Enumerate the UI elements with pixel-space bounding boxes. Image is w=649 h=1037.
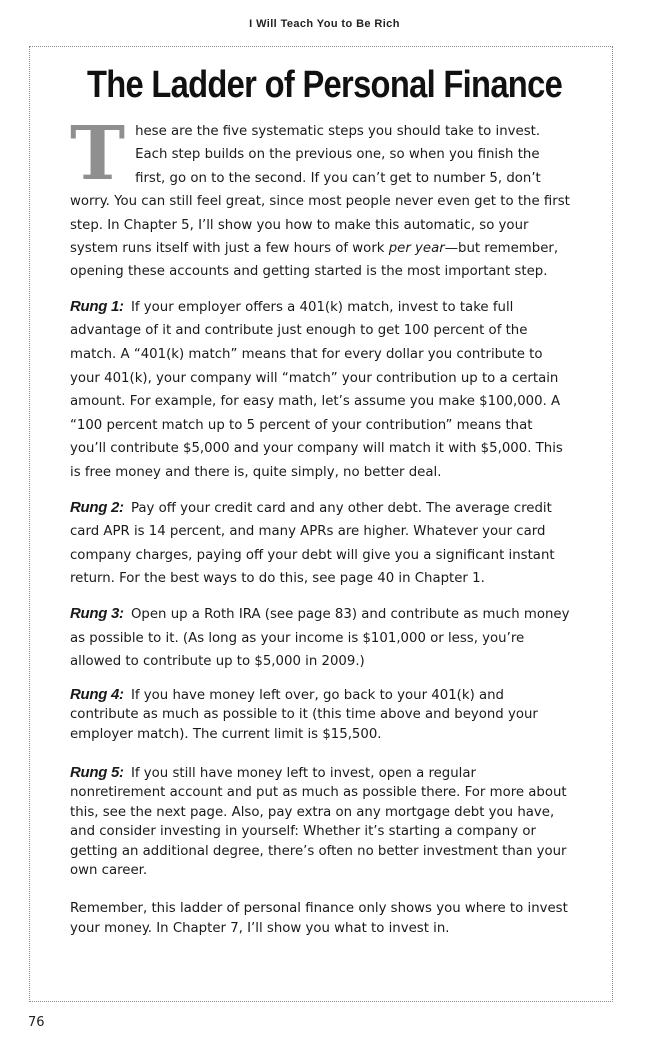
rung-2-label: Rung 2:: [70, 498, 124, 516]
running-head: I Will Teach You to Be Rich: [249, 18, 400, 30]
intro-text: hese are the five systematic steps you should take to invest. Each step builds on the previous one, so when you finish the first, go on to the second. If you can’t get to number 5, don’t worry. You can still feel great, since most people never even get to the first step. In Chapter 5, I’ll show you how to make this automatic, so your system runs itself with just a few hours of work: [70, 124, 570, 257]
drop-cap: T: [70, 111, 126, 197]
page-number: 76: [28, 1015, 45, 1030]
page-title: The Ladder of Personal Finance: [86, 64, 563, 106]
rung-2-text: Pay off your credit card and any other debt. The average credit card APR is 14 percent, and many APRs are higher. Whatever your card company charges, paying off your debt will give you a significant instant return. For the best ways to do this, see page 40 in Chapter 1.: [70, 500, 555, 587]
intro-text-after: —but remember, opening these accounts and getting started is the most important step.: [70, 241, 559, 280]
rung-4-label: Rung 4:: [70, 685, 124, 703]
rung-2-paragraph: [70, 496, 570, 591]
rung-3-paragraph: [70, 602, 570, 674]
intro-emphasis: per year: [388, 241, 445, 257]
rung-1-label: Rung 1:: [70, 297, 124, 315]
rung-1-text: If your employer offers a 401(k) match, invest to take full advantage of it and contribute just enough to get 100 percent of the match. A “401(k) match” means that for every dollar you contribute to your 401(k), your company will “match” your contribution up to a certain amount. For example, for easy math, let’s assume you make $100,000. A “100 percent match up to 5 percent of your contribution” means that you’ll contribute $5,000 and your company will match it with $5,000. This is free money and there is, quite simply, no better deal.: [70, 299, 563, 480]
rung-5-paragraph: [70, 763, 570, 880]
rung-5-label: Rung 5:: [70, 763, 124, 781]
rung-3-text: Open up a Roth IRA (see page 83) and contribute as much money as possible to it. (As long as your income is $101,000 or less, you’re allowed to contribute up to $5,000 in 2009.): [70, 606, 570, 670]
closing-paragraph: Remember, this ladder of personal finance only shows you where to invest your money. In Chapter 7, I’ll show you what to invest in.: [70, 901, 568, 936]
rung-4-text: If you have money left over, go back to your 401(k) and contribute as much as possible to it (this time above and beyond your employer match). The current limit is $15,500.: [70, 687, 538, 742]
rung-5-text: If you still have money left to invest, open a regular nonretirement account and put as much as possible there. For more about this, see the next page. Also, pay extra on any mortgage debt you have, and consider investing in yourself: Whether it’s starting a company or getting an additional degree, there’s often no better investment than your own career.: [70, 765, 567, 878]
rung-3-label: Rung 3:: [70, 604, 124, 622]
intro-paragraph: [70, 111, 570, 284]
sidebar-content: [70, 111, 570, 938]
rung-1-paragraph: [70, 295, 570, 485]
rung-4-paragraph: [70, 685, 570, 744]
